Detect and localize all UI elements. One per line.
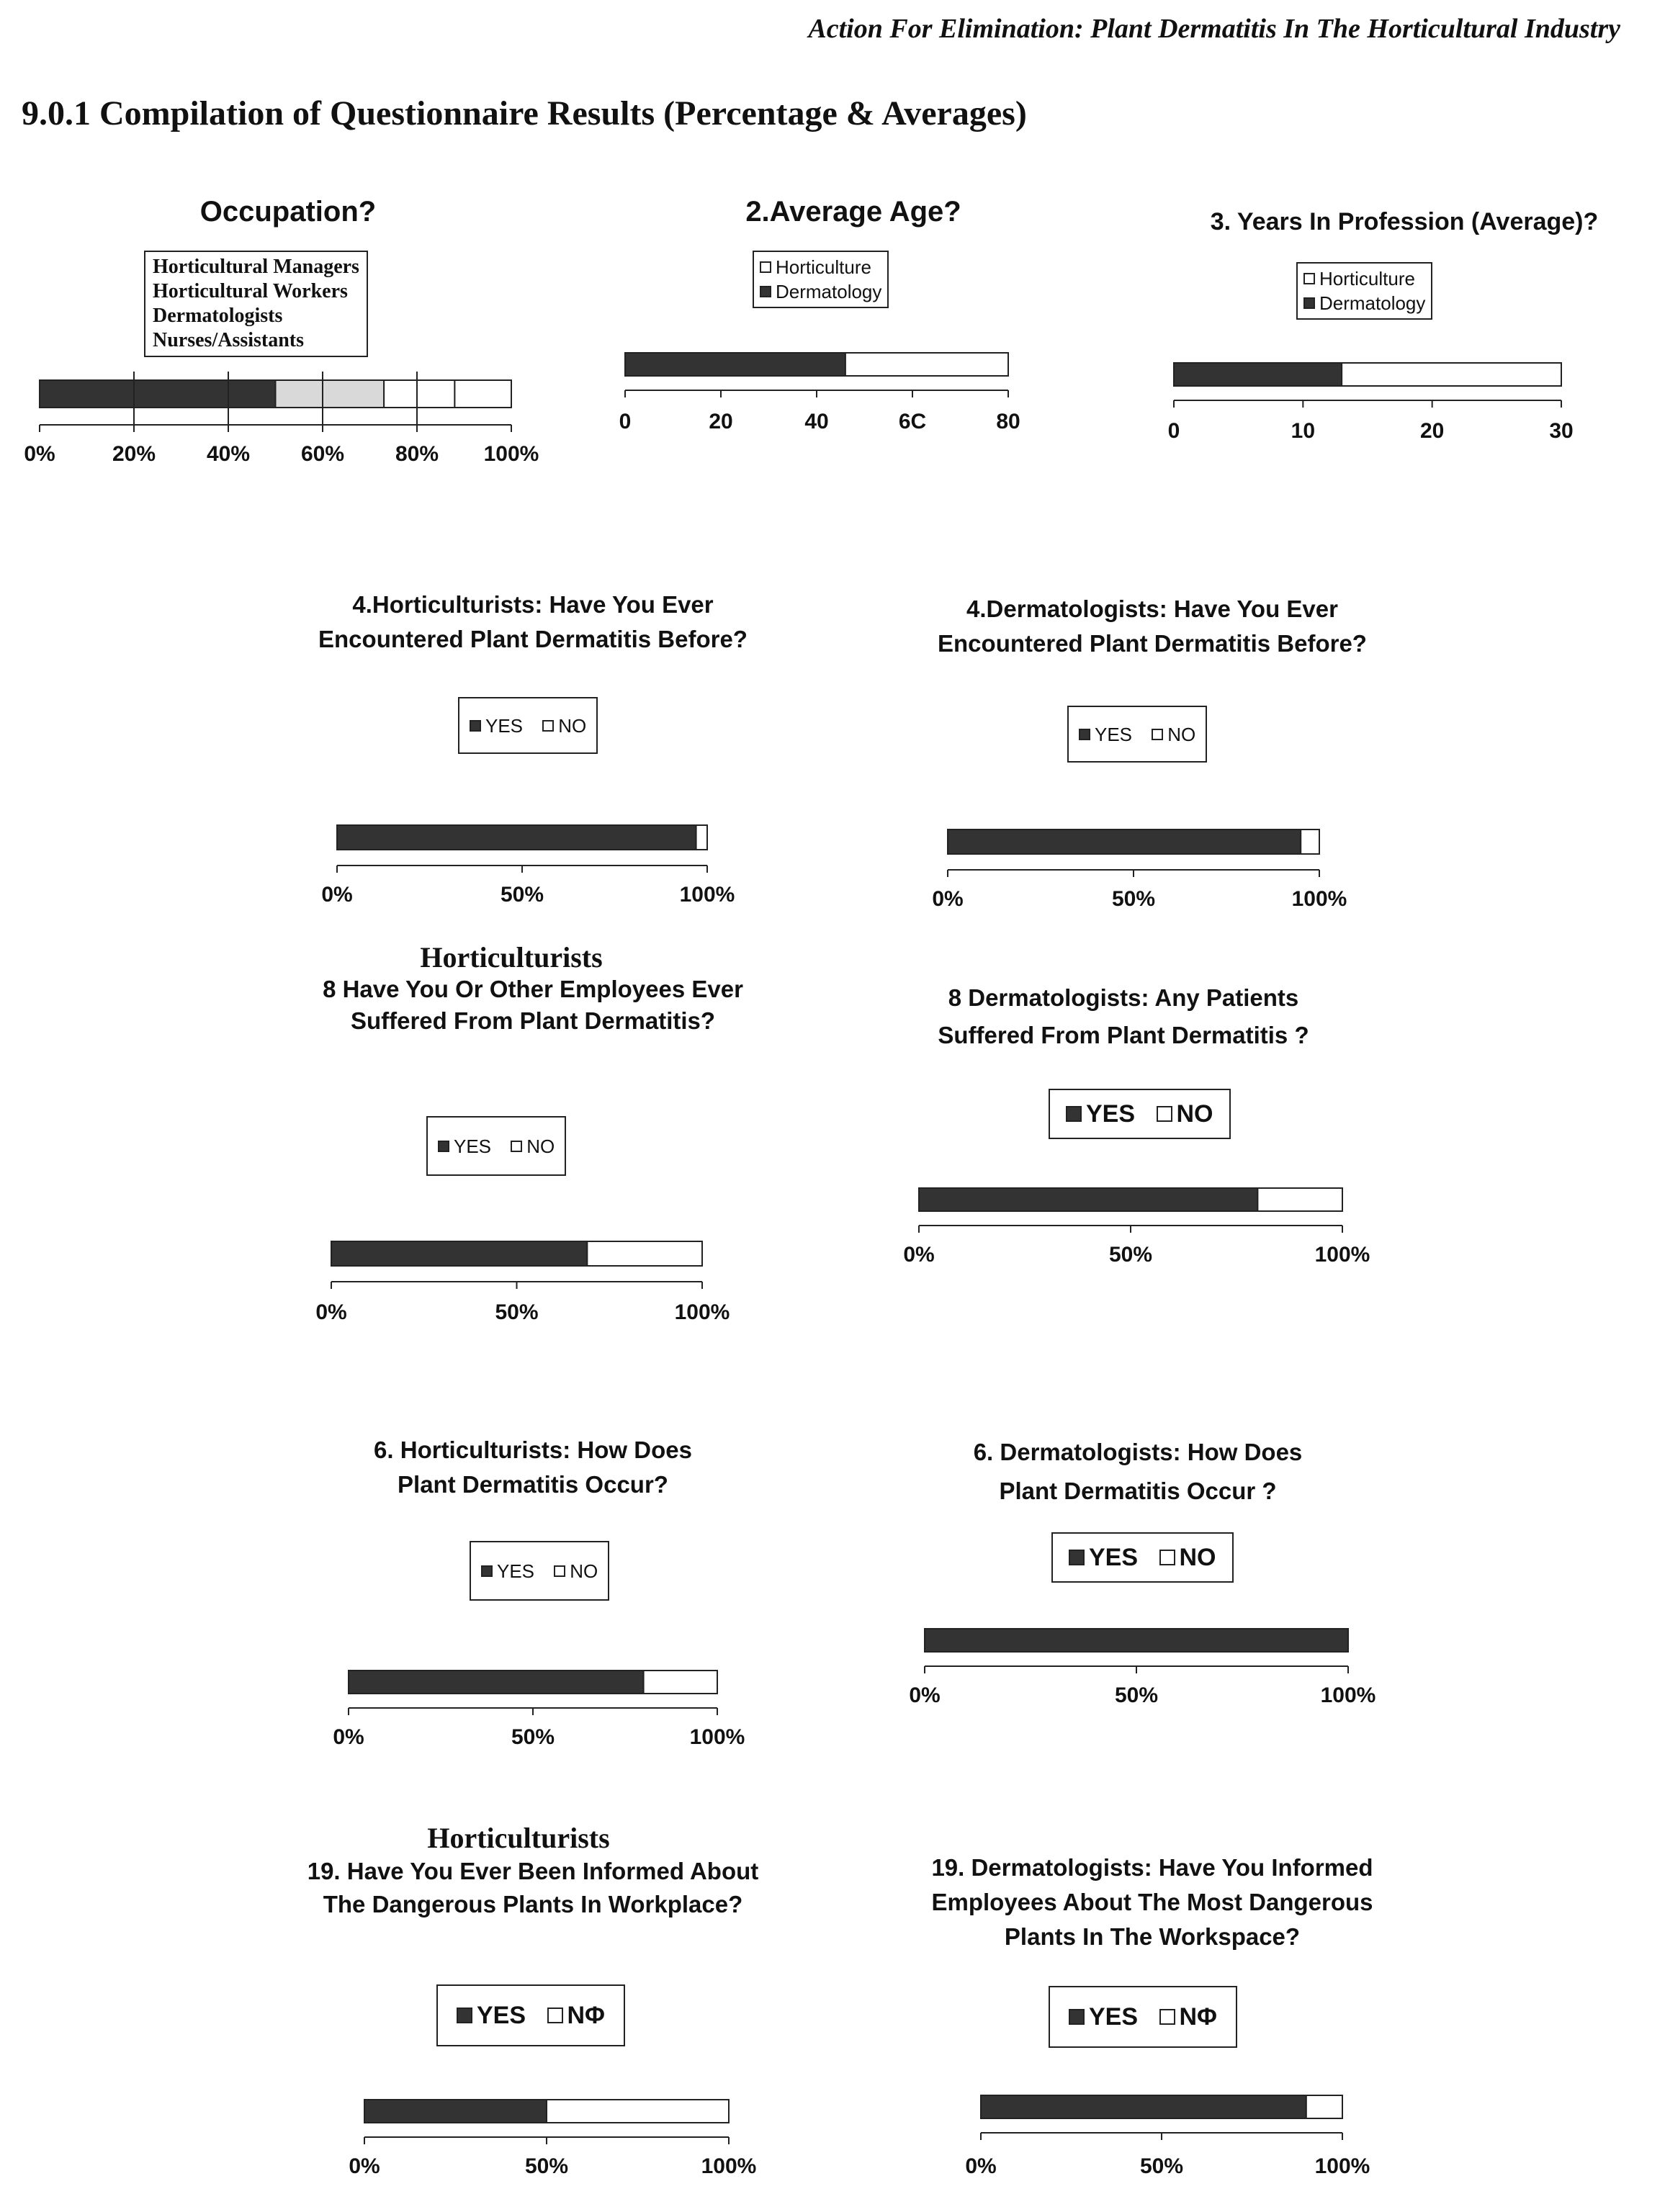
x-tick-label: 40	[804, 410, 829, 433]
bar-no	[1257, 1188, 1342, 1211]
chart-title: 6. Horticulturists: How Does Plant Dermatitis Occur?	[374, 1437, 692, 1498]
x-tick-label: 50%	[1108, 1243, 1153, 1267]
chart-title: 8 Have You Or Other Employees Ever Suffered From Plant Dermatitis?	[323, 976, 743, 1034]
section-title: 9.0.1 Compilation of Questionnaire Results (Percentage & Averages)	[22, 94, 1027, 132]
x-tick-label: 100%	[701, 2154, 757, 2178]
x-tick-label: 0%	[333, 1725, 364, 1749]
x-tick-label: 100%	[679, 883, 735, 907]
chart-title: 6. Dermatologists: How Does Plant Dermatitis Occur ?	[973, 1439, 1303, 1504]
bar-yes	[337, 825, 696, 850]
bar-yes	[919, 1188, 1257, 1211]
chart-q4-horticulturists	[274, 576, 792, 922]
bar-segment-0	[40, 380, 276, 408]
bar-no	[696, 825, 707, 850]
x-tick-label: 0	[619, 410, 632, 433]
x-tick-label: 20	[1419, 419, 1445, 443]
chart-occupation	[0, 187, 576, 490]
bar-yes	[948, 830, 1301, 854]
bar-no	[644, 1671, 717, 1694]
legend-label: YES	[1089, 1544, 1139, 1571]
chart-plot	[274, 1815, 792, 2211]
bar-no	[547, 2100, 729, 2123]
legend-label: NO	[558, 715, 587, 737]
chart-q4-dermatologists	[879, 576, 1426, 922]
x-tick-label: 100%	[689, 1725, 745, 1749]
chart-plot	[576, 187, 1080, 475]
bar-yes	[925, 1629, 1348, 1652]
bar-yes	[349, 1671, 644, 1694]
legend-entry: Nurses/Assistants	[153, 329, 305, 351]
legend-entry: Dermatologists	[153, 305, 283, 327]
x-tick-label: 0	[1167, 419, 1180, 443]
x-tick-label: 80	[996, 410, 1020, 433]
legend-label: NO	[1167, 724, 1196, 745]
x-tick-label: 100%	[1320, 1683, 1376, 1707]
chart-title: 3. Years In Profession (Average)?	[1210, 208, 1599, 235]
legend-label: NO	[1179, 1544, 1216, 1571]
legend-label: Dermatology	[776, 281, 882, 302]
x-tick-label: 0%	[903, 1243, 935, 1267]
x-tick-label: 6C	[898, 410, 927, 433]
chart-average-age	[576, 187, 1080, 475]
chart-q8-dermatologists	[879, 965, 1426, 1310]
bar-segment-1	[276, 380, 385, 408]
legend-label: NO	[526, 1136, 555, 1157]
chart-years-in-profession	[1123, 187, 1656, 475]
bar-dermatology	[625, 353, 845, 376]
legend-entry: Horticultural Managers	[153, 256, 359, 278]
x-tick-label: 10	[1291, 419, 1316, 443]
chart-plot	[274, 576, 792, 922]
legend-label: NO	[1176, 1100, 1213, 1128]
bar-remainder	[454, 380, 511, 408]
legend-label: NΦ	[1179, 2003, 1217, 2031]
x-tick-label: 0%	[315, 1300, 347, 1324]
chart-title: 8 Dermatologists: Any Patients Suffered From Plant Dermatitis ?	[938, 984, 1309, 1048]
x-tick-label: 50%	[511, 1725, 555, 1749]
x-tick-label: 0%	[321, 883, 353, 907]
chart-title-head: Horticulturists	[427, 1822, 610, 1854]
x-tick-label: 50%	[495, 1300, 539, 1324]
chart-q19-dermatologists	[879, 1829, 1426, 2211]
bar-segment-2	[384, 380, 454, 408]
chart-plot	[288, 1426, 792, 1757]
chart-plot	[879, 1426, 1426, 1757]
chart-plot	[879, 1829, 1426, 2211]
x-tick-label: 100%	[483, 442, 539, 466]
x-tick-label: 80%	[395, 442, 439, 466]
x-tick-label: 0%	[909, 1683, 941, 1707]
chart-plot	[879, 576, 1426, 922]
x-tick-label: 60%	[300, 442, 345, 466]
legend-label: YES	[477, 2002, 526, 2029]
legend-label: Dermatology	[1319, 292, 1426, 314]
x-tick-label: 0%	[349, 2154, 380, 2178]
x-tick-label: 50%	[500, 883, 544, 907]
bar-dermatology	[1174, 363, 1342, 386]
bar-yes	[364, 2100, 547, 2123]
chart-title: 4.Dermatologists: Have You Ever Encountered Plant Dermatitis Before?	[938, 595, 1367, 657]
legend-label: NΦ	[567, 2002, 605, 2029]
x-tick-label: 100%	[1314, 2154, 1370, 2178]
page-header: Action For Elimination: Plant Dermatitis In The Horticultural Industry	[808, 14, 1620, 44]
legend-label: YES	[497, 1560, 535, 1582]
legend-label: YES	[1086, 1100, 1136, 1128]
bar-yes	[981, 2095, 1306, 2118]
bar-no	[1301, 830, 1319, 854]
chart-q6-horticulturists	[288, 1426, 792, 1757]
x-tick-label: 50%	[1111, 887, 1156, 911]
legend-label: Horticulture	[776, 256, 871, 278]
x-tick-label: 0%	[932, 887, 964, 911]
legend-label: YES	[485, 715, 524, 737]
chart-q8-horticulturists	[274, 936, 792, 1339]
x-tick-label: 20%	[112, 442, 156, 466]
x-tick-label: 100%	[674, 1300, 730, 1324]
chart-plot	[274, 936, 792, 1339]
x-tick-label: 50%	[1139, 2154, 1184, 2178]
x-tick-label: 100%	[1291, 887, 1347, 911]
bar-yes	[331, 1241, 587, 1266]
x-tick-label: 0%	[24, 442, 55, 466]
legend-label: YES	[1095, 724, 1133, 745]
chart-q19-horticulturists	[274, 1815, 792, 2211]
chart-title: 19. Dermatologists: Have You Informed Employees About The Most Dangerous Plants In The Workspace?	[931, 1854, 1373, 1950]
legend-label: YES	[454, 1136, 492, 1157]
chart-title: Occupation?	[199, 196, 377, 228]
chart-title: 19. Have You Ever Been Informed About The Dangerous Plants In Workplace?	[307, 1858, 759, 1917]
x-tick-label: 0%	[965, 2154, 997, 2178]
bar-no	[1306, 2095, 1342, 2118]
x-tick-label: 100%	[1314, 1243, 1370, 1267]
chart-title: 2.Average Age?	[745, 196, 961, 228]
legend-label: Horticulture	[1319, 268, 1415, 289]
chart-plot	[0, 187, 576, 490]
legend-label: NO	[570, 1560, 598, 1582]
chart-plot	[1123, 187, 1656, 475]
chart-q6-dermatologists	[879, 1426, 1426, 1757]
legend-entry: Horticultural Workers	[153, 280, 348, 302]
chart-plot	[879, 965, 1426, 1310]
chart-title-head: Horticulturists	[420, 941, 603, 974]
x-tick-label: 40%	[206, 442, 251, 466]
bar-no	[587, 1241, 702, 1266]
x-tick-label: 20	[709, 410, 733, 433]
chart-title: 4.Horticulturists: Have You Ever Encountered Plant Dermatitis Before?	[318, 591, 748, 652]
x-tick-label: 50%	[524, 2154, 569, 2178]
legend-label: YES	[1089, 2003, 1139, 2031]
x-tick-label: 50%	[1114, 1683, 1159, 1707]
x-tick-label: 30	[1549, 419, 1574, 443]
